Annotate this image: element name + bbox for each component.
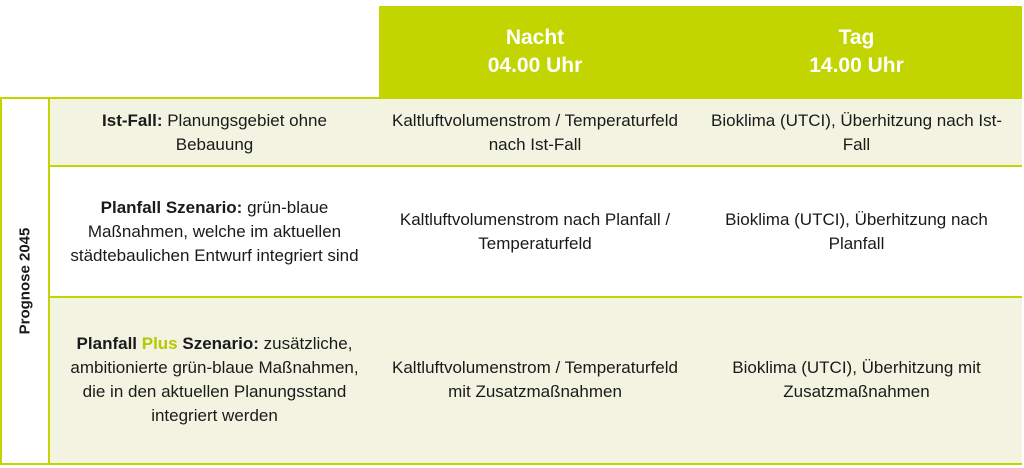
nacht-cell [379,166,691,297]
tag-cell [691,99,1022,166]
table-row [50,297,1022,463]
nacht-text: Kaltluftvolumenstrom / Temperaturfeld mit Zusatzmaßnahmen [392,358,678,401]
header-tag-time: 14.00 Uhr [809,53,904,77]
nacht-cell [379,297,691,463]
tag-cell [691,297,1022,463]
scenario-text: zusätzliche, ambitionierte grün-blaue Maßnahmen, die in den aktuellen Planungsstand integriert werden [70,334,359,425]
table-row [50,99,1022,166]
header-tag-title: Tag [838,25,875,49]
scenario-text: grün-blaue Maßnahmen, welche im aktuellen städtebaulichen Entwurf integriert sind [70,197,359,265]
nacht-text: Kaltluftvolumenstrom nach Planfall / Temperaturfeld [399,209,671,253]
tag-text: Bioklima (UTCI), Überhitzung mit Zusatzmaßnahmen [732,358,981,401]
scenario-cell [50,166,379,297]
scenario-bold: Ist-Fall: [102,110,163,130]
tag-text: Bioklima (UTCI), Überhitzung nach Ist-Fall [711,110,1002,154]
header-tag [691,6,1022,97]
tag-text: Bioklima (UTCI), Überhitzung nach Planfall [725,209,988,253]
scenario-bold-a: Planfall [76,334,142,353]
scenario-cell [50,99,379,166]
table-row [50,166,1022,297]
scenario-text: Planungsgebiet ohne Bebauung [162,110,327,154]
scenario-bold: Planfall Szenario: [100,197,243,217]
header-nacht-title: Nacht [505,25,565,49]
scenario-cell [50,297,379,463]
header-nacht-time: 04.00 Uhr [487,53,583,77]
nacht-text: Kaltluftvolumenstrom / Temperaturfeld nach Ist-Fall [392,110,678,154]
scenario-plus: Plus [141,334,178,353]
side-label: Prognose 2045 [16,227,34,335]
header-nacht [379,6,691,97]
nacht-cell [379,99,691,166]
scenario-bold-b: Szenario: [177,334,259,353]
row-divider [50,165,1022,167]
tag-cell [691,166,1022,297]
row-divider [50,296,1022,298]
